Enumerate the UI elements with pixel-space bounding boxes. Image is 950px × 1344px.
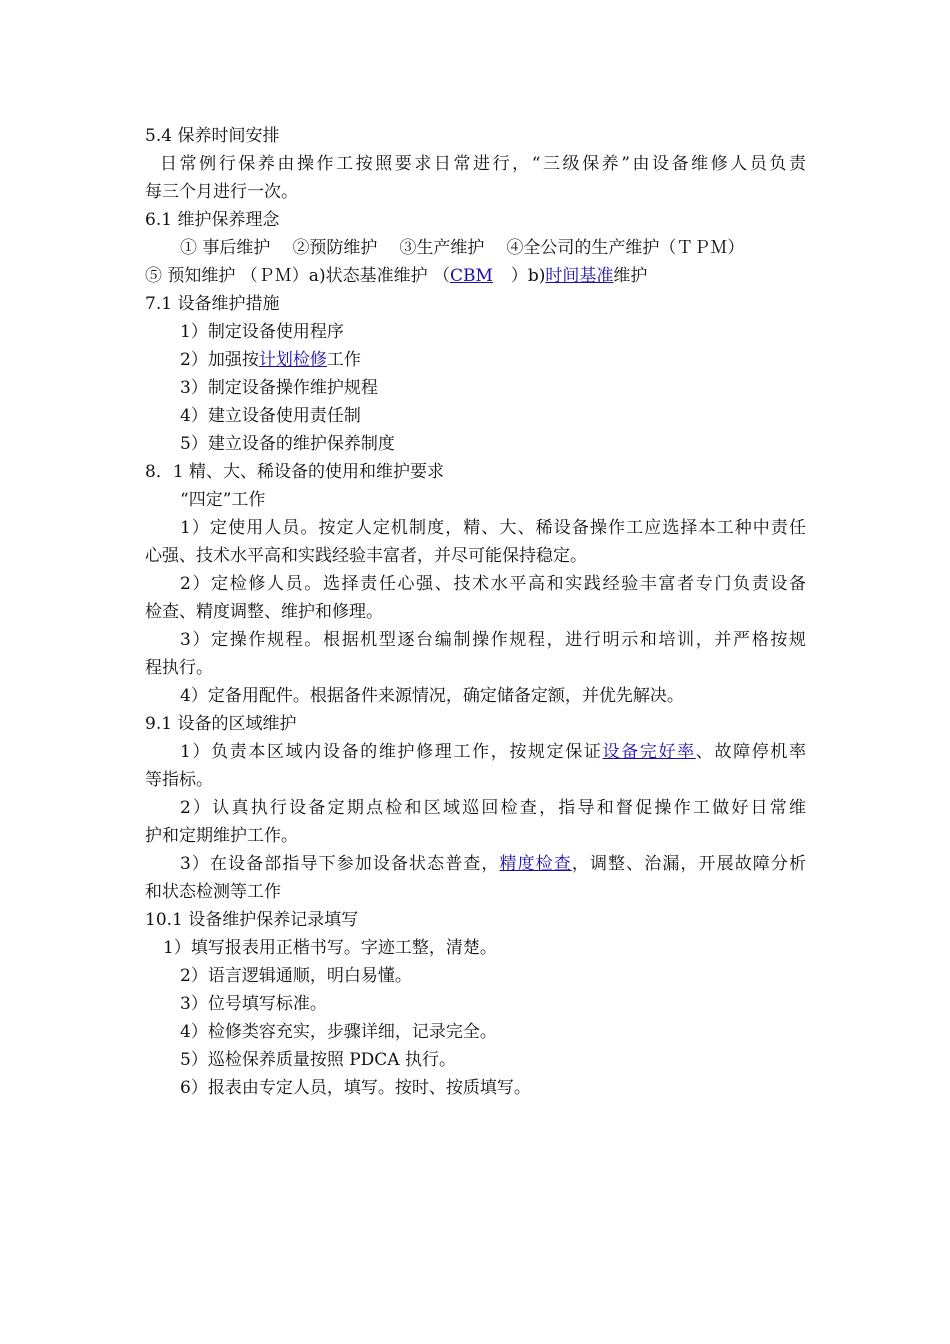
- concept-item-4: ④全公司的生产维护（ＴＰＭ）: [506, 238, 745, 258]
- paragraph-8-1-item3-line1: 3）定操作规程。根据机型逐台编制操作规程，进行明示和培训，并严格按规: [180, 630, 806, 650]
- concept-item-2: ②预防维护: [292, 238, 378, 258]
- cbm-link[interactable]: CBM: [449, 266, 493, 286]
- planned-maintenance-link[interactable]: 计划检修: [258, 350, 327, 370]
- paragraph-9-1-item3-line1: [180, 852, 806, 876]
- paragraph-8-1-item2-line2: 检查、精度调整、维护和修理。: [145, 602, 383, 622]
- paragraph-6-1-line1: [180, 236, 744, 260]
- paragraph-9-1-item2-line1: 2）认真执行设备定期点检和区域巡回检查，指导和督促操作工做好日常维: [180, 798, 806, 818]
- paragraph-8-1-item4: 4）定备用配件。根据备件来源情况，确定储备定额，并优先解决。: [180, 686, 684, 706]
- record-item-4: 4）检修类容充实，步骤详细，记录完全。: [180, 1022, 497, 1042]
- record-item-3: 3）位号填写标准。: [180, 994, 327, 1014]
- four-fixed-title: “四定”工作: [180, 490, 266, 510]
- measure-item-2-suffix: 工作: [326, 350, 361, 370]
- heading-7-1: 7.1 设备维护措施: [145, 294, 280, 314]
- record-item-2: 2）语言逻辑通顺，明白易懂。: [180, 966, 412, 986]
- measure-item-2-prefix: 2）加强按: [180, 350, 259, 370]
- paragraph-9-1-item1-line1: [180, 740, 806, 764]
- heading-8-1: 8．1 精、大、稀设备的使用和维护要求: [145, 462, 445, 482]
- measure-item-4: 4）建立设备使用责任制: [180, 406, 361, 426]
- heading-6-1: 6.1 维护保养理念: [145, 210, 280, 230]
- measure-item-1: 1）制定设备使用程序: [180, 322, 344, 342]
- record-item-1: 1）填写报表用正楷书写。字迹工整，清楚。: [163, 938, 497, 958]
- concept-item-5-mid: ）b): [510, 266, 546, 286]
- item1-prefix: 1）负责本区域内设备的维护修理工作，按规定保证: [180, 742, 603, 762]
- paragraph-9-1-item3-line2: 和状态检测等工作: [145, 882, 281, 902]
- concept-item-1: ① 事后维护: [180, 238, 271, 258]
- measure-item-3: 3）制定设备操作维护规程: [180, 378, 378, 398]
- paragraph-6-1-line2: [145, 264, 647, 288]
- heading-10-1: 10.1 设备维护保养记录填写: [145, 910, 359, 930]
- equipment-integrity-rate-link[interactable]: 设备完好率: [602, 742, 696, 762]
- concept-item-5-prefix: ⑤ 预知维护 （ＰＭ）a)状态基准维护 （: [145, 266, 450, 286]
- record-item-6: 6）报表由专定人员，填写。按时、按质填写。: [180, 1078, 531, 1098]
- paragraph-8-1-item2-line1: 2）定检修人员。选择责任心强、技术水平高和实践经验丰富者专门负责设备: [180, 574, 806, 594]
- record-item-5: 5）巡检保养质量按照 PDCA 执行。: [180, 1050, 456, 1070]
- paragraph-8-1-item3-line2: 程执行。: [145, 658, 213, 678]
- measure-item-5: 5）建立设备的维护保养制度: [180, 434, 395, 454]
- item3-prefix: 3）在设备部指导下参加设备状态普查，: [180, 854, 500, 874]
- measure-item-2: [180, 348, 361, 372]
- paragraph-9-1-item2-line2: 护和定期维护工作。: [145, 826, 298, 846]
- concept-item-3: ③生产维护: [399, 238, 485, 258]
- concept-item-5-suffix: 维护: [613, 266, 648, 286]
- heading-5-4: 5.4 保养时间安排: [145, 126, 280, 146]
- paragraph-8-1-item1-line2: 心强、技术水平高和实践经验丰富者，并尽可能保持稳定。: [145, 546, 587, 566]
- time-based-link[interactable]: 时间基准: [545, 266, 614, 286]
- precision-inspection-link[interactable]: 精度检查: [499, 854, 572, 874]
- paragraph-5-4-line1: 日常例行保养由操作工按照要求日常进行，“三级保养”由设备维修人员负责: [160, 154, 806, 174]
- item3-suffix: ，调整、治漏，开展故障分析: [571, 854, 806, 874]
- paragraph-9-1-item1-line2: 等指标。: [145, 770, 213, 790]
- heading-9-1: 9.1 设备的区域维护: [145, 714, 297, 734]
- item1-suffix: 、故障停机率: [695, 742, 807, 762]
- paragraph-8-1-item1-line1: 1）定使用人员。按定人定机制度，精、大、稀设备操作工应选择本工种中责任: [180, 518, 806, 538]
- paragraph-5-4-line2: 每三个月进行一次。: [145, 182, 298, 202]
